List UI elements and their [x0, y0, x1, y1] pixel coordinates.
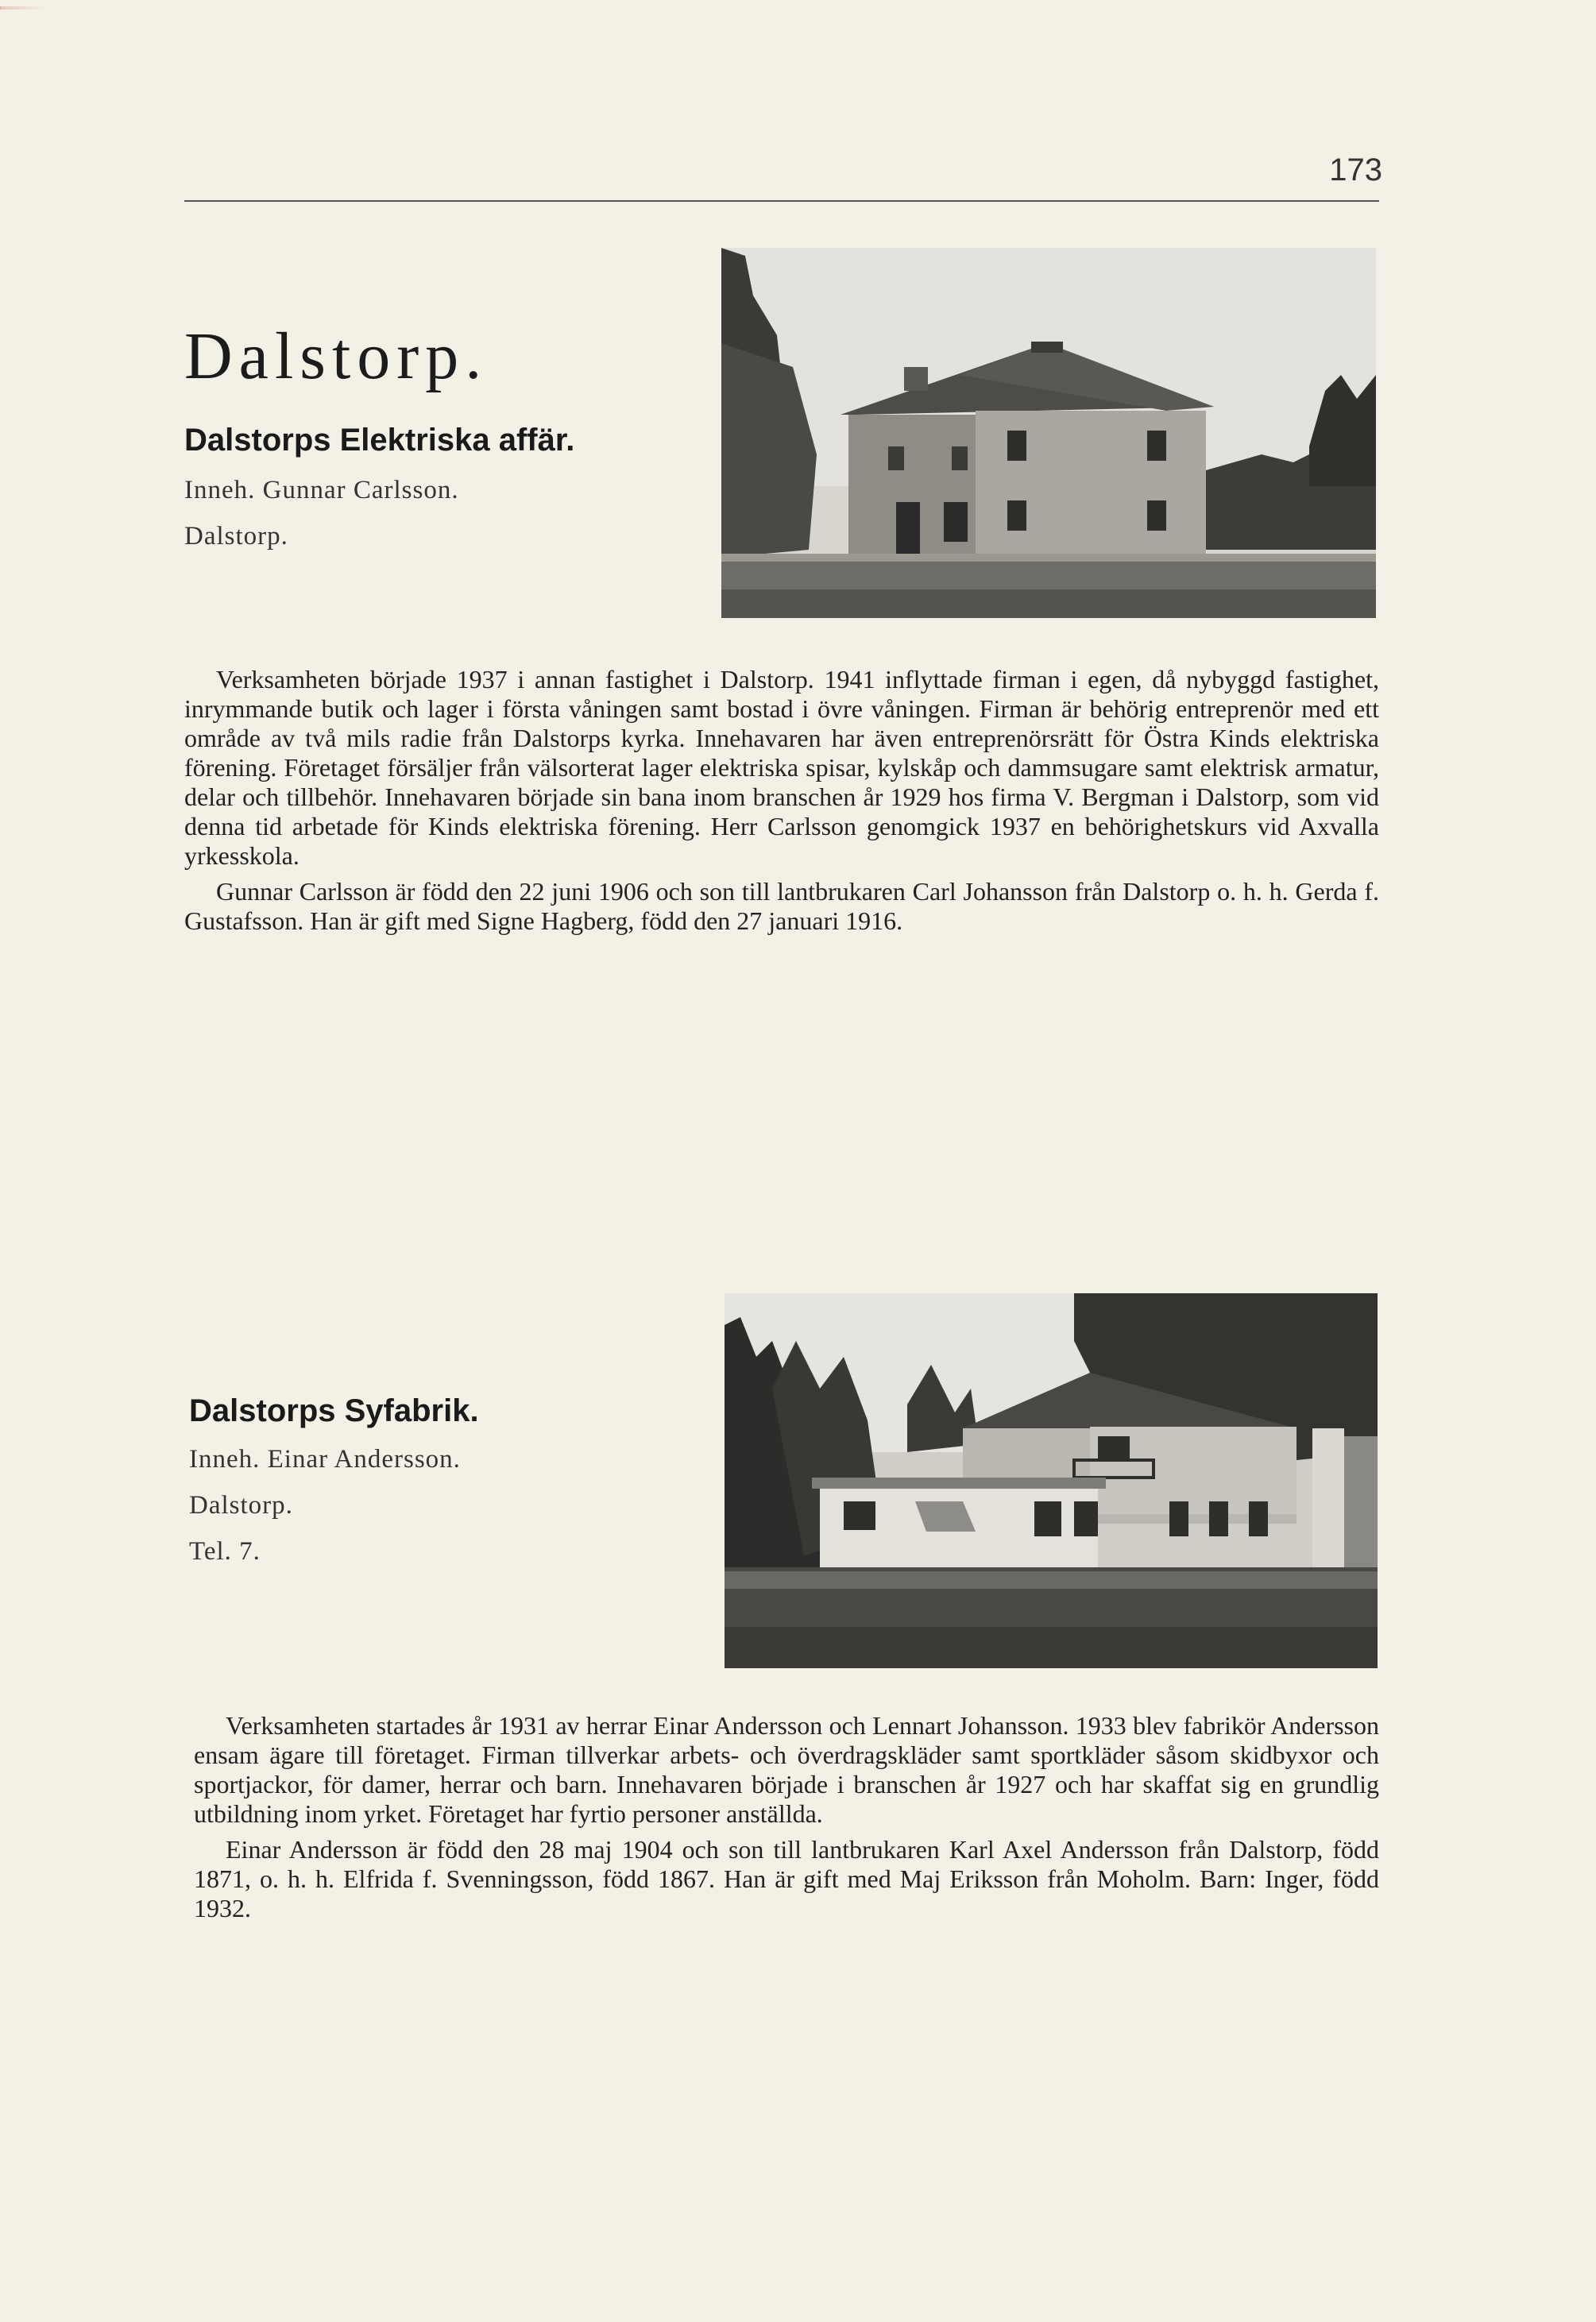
firm-name-elektriska: Dalstorps Elektriska affär.	[184, 423, 575, 458]
owner-line: Inneh. Einar Andersson.	[189, 1445, 461, 1474]
photo-electric-shop-building	[721, 248, 1376, 618]
firm-meta-elektriska	[184, 467, 459, 559]
paragraph: Verksamheten startades år 1931 av herrar Einar Andersson och Lennart Johansson. 1933 blev fabrikör Andersson ensam ägare till företaget. Firman tillverkar arbets- och överdragskläder samt sportkläder såsom skidbyxor och sportjackor, för damer, herrar och barn. Innehavaren började i branschen år 1927 och har skaffat sig en grundlig utbildning inom yrket. Företaget har fyrtio personer anställda.	[194, 1711, 1379, 1828]
owner-line: Inneh. Gunnar Carlsson.	[184, 476, 459, 504]
firm-meta-syfabrik	[189, 1436, 461, 1574]
section-title: Dalstorp.	[184, 319, 489, 393]
page-number: 173	[1329, 153, 1382, 187]
paragraph: Gunnar Carlsson är född den 22 juni 1906 och son till lantbrukaren Carl Johansson från Dalstorp o. h. h. Gerda f. Gustafsson. Han är gift med Signe Hagberg, född den 27 januari 1916.	[184, 877, 1379, 935]
body-text-syfabrik	[194, 1711, 1379, 1923]
paragraph: Verksamheten började 1937 i annan fastighet i Dalstorp. 1941 inflyttade firman i egen, då nybyggd fastighet, inrymmande butik och lager i första våningen samt bostad i övre våningen. Firman är behörig entreprenör med ett område av två mils radie från Dalstorps kyrka. Innehavaren har även entreprenörsrätt för Östra Kinds elektriska förening. Företaget försäljer från välsorterat lager elektriska spisar, kylskåp och dammsugare samt elektrisk armatur, delar och tillbehör. Innehavaren började sin bana inom branschen år 1929 hos firma V. Bergman i Dalstorp, som vid denna tid arbetade för Kinds elektriska förening. Herr Carlsson genomgick 1937 en behörighetskurs vid Axvalla yrkesskola.	[184, 665, 1379, 870]
place-line: Dalstorp.	[189, 1491, 293, 1520]
header-rule	[184, 200, 1379, 202]
paragraph: Einar Andersson är född den 28 maj 1904 och son till lantbrukaren Karl Axel Andersson från Dalstorp, född 1871, o. h. h. Elfrida f. Svenningsson, född 1867. Han är gift med Maj Eriksson från Moholm. Barn: Inger, född 1932.	[194, 1835, 1379, 1922]
phone-line: Tel. 7.	[189, 1537, 261, 1566]
firm-name-syfabrik: Dalstorps Syfabrik.	[189, 1393, 479, 1428]
place-line: Dalstorp.	[184, 522, 288, 551]
scan-edge-mark	[0, 6, 1596, 10]
photo-sewing-factory-building	[725, 1293, 1378, 1668]
body-text-elektriska	[184, 665, 1379, 936]
